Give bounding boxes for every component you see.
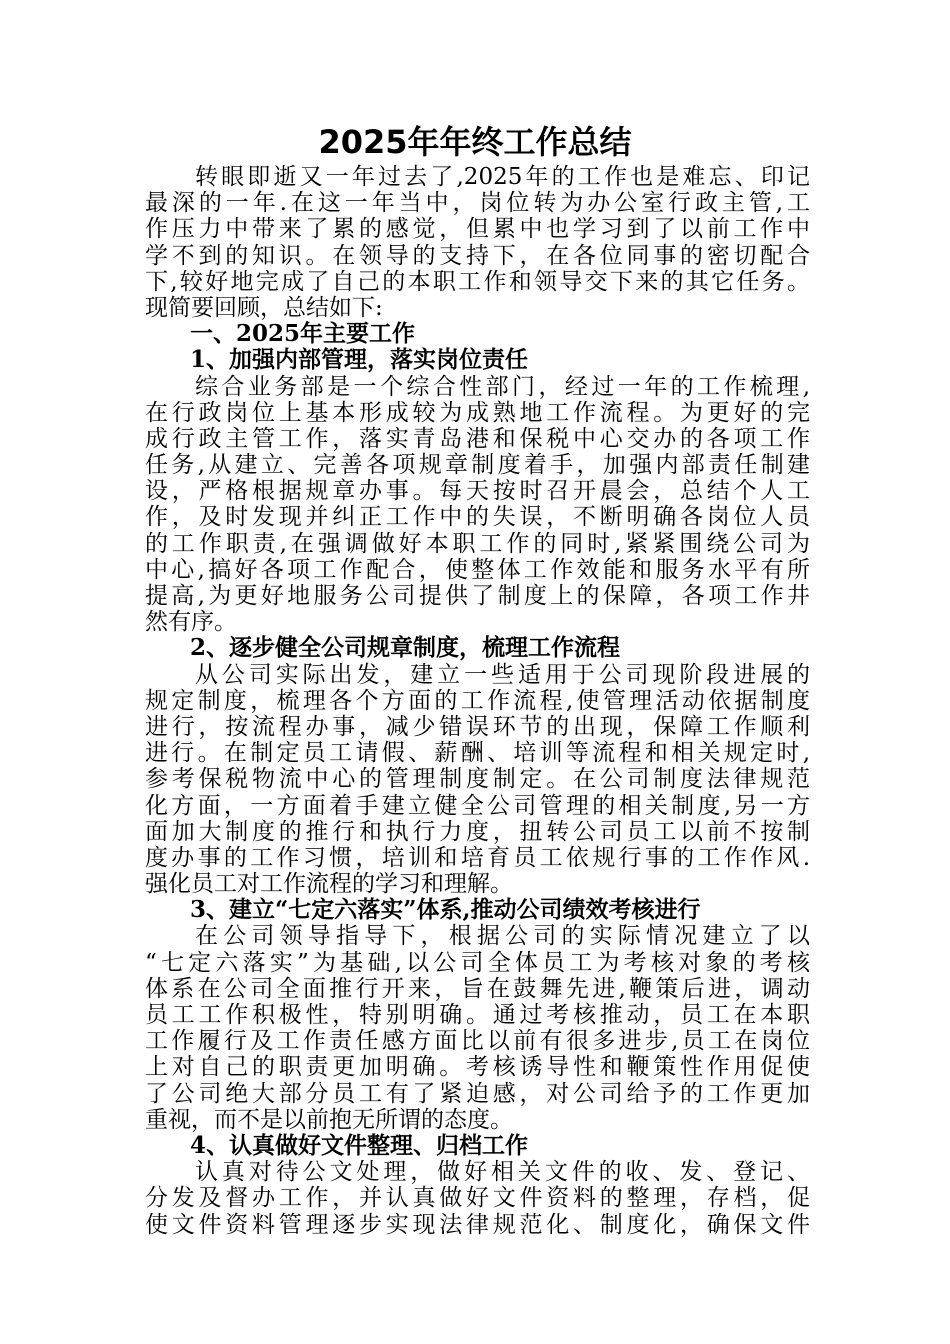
section-heading: 一、2025年主要工作 bbox=[190, 320, 416, 348]
paragraph-line: 在行政岗位上基本形成较为成熟地工作流程。为更好的完 bbox=[145, 399, 810, 426]
paragraph-line: 化方面，一方面着手建立健全公司管理的相关制度,另一方 bbox=[145, 792, 810, 819]
subsection-heading-2: 2、逐步健全公司规章制度，梳理工作流程 bbox=[190, 634, 621, 662]
document-title: 2025年年终工作总结 bbox=[318, 123, 632, 161]
subsection-heading-4: 4、认真做好文件整理、归档工作 bbox=[190, 1131, 529, 1159]
subsection-4-paragraph bbox=[145, 1159, 810, 1238]
paragraph-line: 进行，按流程办事，减少错误环节的出现，保障工作顺利 bbox=[145, 713, 810, 740]
paragraph-line: 现简要回顾，总结如下: bbox=[145, 294, 383, 321]
paragraph-line: 重视，而不是以前抱无所谓的态度。 bbox=[145, 1106, 513, 1133]
paragraph-line: 下,较好地完成了自己的本职工作和领导交下来的其它任务。 bbox=[145, 268, 810, 295]
paragraph-line: 成行政主管工作，落实青岛港和保税中心交办的各项工作 bbox=[145, 425, 810, 452]
paragraph-line: 的工作职责,在强调做好本职工作的同时,紧紧围绕公司为 bbox=[145, 530, 810, 557]
paragraph-line: 了公司绝大部分员工有了紧迫感，对公司给予的工作更加 bbox=[145, 1080, 810, 1107]
paragraph-line: 上对自己的职责更加明确。考核诱导性和鞭策性作用促使 bbox=[145, 1054, 810, 1081]
paragraph-line: 综合业务部是一个综合性部门，经过一年的工作梳理, bbox=[195, 373, 810, 400]
paragraph-line: 分发及督办工作，并认真做好文件资料的整理，存档，促 bbox=[145, 1185, 810, 1212]
paragraph-line: 作压力中带来了累的感觉，但累中也学习到了以前工作中 bbox=[145, 216, 810, 243]
paragraph-line: 强化员工对工作流程的学习和理解。 bbox=[145, 871, 513, 898]
paragraph-line: 提高,为更好地服务公司提供了制度上的保障，各项工作井 bbox=[145, 583, 810, 609]
paragraph-line: 认真对待公文处理，做好相关文件的收、发、登记、 bbox=[195, 1159, 810, 1186]
paragraph-line: 转眼即逝又一年过去了,2025年的工作也是难忘、印记 bbox=[195, 164, 810, 190]
intro-paragraph bbox=[145, 164, 810, 321]
subsection-1-paragraph bbox=[145, 374, 810, 636]
subsection-heading-3: 3、建立“七定六落实”体系,推动公司绩效考核进行 bbox=[190, 896, 701, 924]
paragraph-line: 在公司领导指导下，根据公司的实际情况建立了以 bbox=[195, 923, 810, 950]
paragraph-line: 从公司实际出发，建立一些适用于公司现阶段进展的 bbox=[195, 661, 810, 688]
paragraph-line: 度办事的工作习惯，培训和培育员工依规行事的工作作风. bbox=[145, 844, 810, 871]
subsection-heading-1: 1、加强内部管理，落实岗位责任 bbox=[190, 346, 529, 374]
document-body bbox=[145, 164, 810, 1238]
paragraph-line: 作，及时发现并纠正工作中的失误，不断明确各岗位人员 bbox=[145, 504, 810, 531]
paragraph-line: 规定制度，梳理各个方面的工作流程,使管理活动依据制度 bbox=[145, 687, 810, 714]
paragraph-line: 参考保税物流中心的管理制度制定。在公司制度法律规范 bbox=[145, 766, 810, 793]
paragraph-line: 面加大制度的推行和执行力度，扭转公司员工以前不按制 bbox=[145, 818, 810, 845]
subsection-3-paragraph bbox=[145, 923, 810, 1133]
subsection-2-paragraph bbox=[145, 662, 810, 898]
paragraph-line: 员工工作积极性，特别明确。通过考核推动，员工在本职 bbox=[145, 1002, 810, 1028]
paragraph-line: 设，严格根据规章办事。每天按时召开晨会，总结个人工 bbox=[145, 478, 810, 505]
paragraph-line: 进行。在制定员工请假、薪酬、培训等流程和相关规定时, bbox=[145, 740, 810, 767]
paragraph-line: 然有序。 bbox=[145, 609, 237, 636]
paragraph-line: 使文件资料管理逐步实现法律规范化、制度化，确保文件 bbox=[145, 1211, 810, 1238]
paragraph-line: 学不到的知识。在领导的支持下，在各位同事的密切配合 bbox=[145, 242, 810, 269]
paragraph-line: 最深的一年.在这一年当中，岗位转为办公室行政主管,工 bbox=[145, 190, 810, 217]
paragraph-line: 工作履行及工作责任感方面比以前有很多进步,员工在岗位 bbox=[145, 1028, 810, 1055]
paragraph-line: “七定六落实”为基础,以公司全体员工为考核对象的考核 bbox=[145, 949, 810, 976]
paragraph-line: 中心,搞好各项工作配合，使整体工作效能和服务水平有所 bbox=[145, 556, 810, 583]
paragraph-line: 体系在公司全面推行开来，旨在鼓舞先进,鞭策后进，调动 bbox=[145, 975, 810, 1002]
paragraph-line: 任务,从建立、完善各项规章制度着手，加强内部责任制建 bbox=[145, 452, 810, 479]
